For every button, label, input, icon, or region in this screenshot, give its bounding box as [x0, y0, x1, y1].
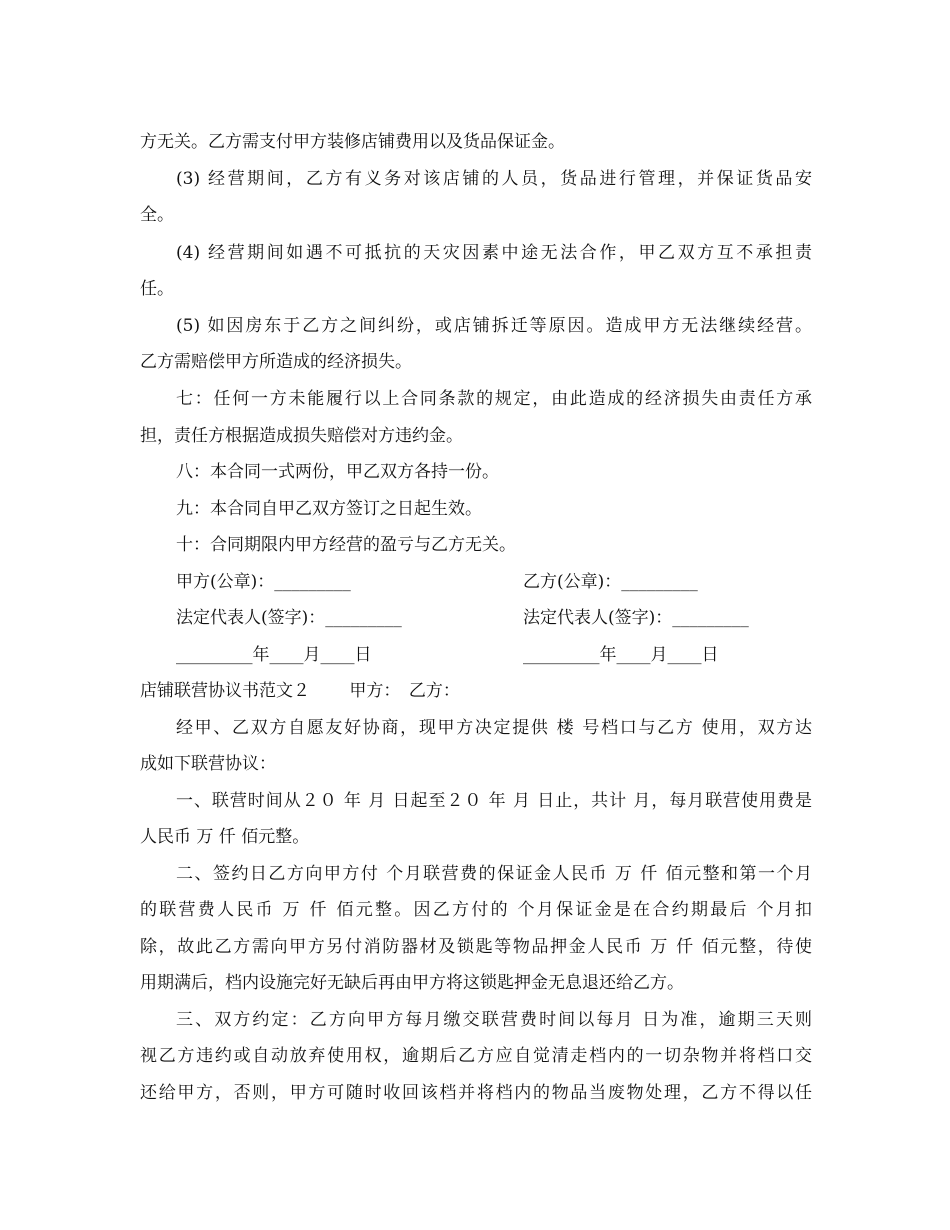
text-line: (5) 如因房东于乙方之间纠纷，或店铺拆迁等原因。造成甲方无法继续经营。 — [176, 316, 812, 336]
text-line: (4) 经营期间如遇不可抵抗的天灾因素中途无法合作，甲乙双方互不承担责 — [176, 243, 812, 263]
text-line: 方无关。乙方需支付甲方装修店铺费用以及货品保证金。 — [140, 132, 565, 152]
party-b-date: _________年____月____日 — [523, 645, 719, 665]
text-line: 乙方需赔偿甲方所造成的经济损失。 — [140, 352, 412, 372]
party-a-seal: 甲方(公章)：_________ — [176, 572, 351, 592]
party-a-representative: 法定代表人(签字)：_________ — [176, 608, 402, 628]
text-line: 人民币 万 仟 佰元整。 — [140, 827, 310, 847]
text-line: 十：合同期限内甲方经营的盈亏与乙方无关。 — [176, 535, 516, 555]
party-b-representative: 法定代表人(签字)：_________ — [523, 608, 749, 628]
text-line: 任。 — [140, 279, 174, 299]
party-b-seal: 乙方(公章)：_________ — [523, 572, 698, 592]
text-line: 除，故此乙方需向甲方另付消防器材及锁匙等物品押金人民币 万 仟 佰元整，待使 — [140, 937, 812, 957]
text-line: 七：任何一方未能履行以上合同条款的规定，由此造成的经济损失由责任方承 — [176, 389, 812, 409]
text-line: 三、双方约定：乙方向甲方每月缴交联营费时间以每月 日为准，逾期三天则 — [176, 1010, 812, 1030]
text-line: 的联营费人民币 万 仟 佰元整。因乙方付的 个月保证金是在合约期最后 个月扣 — [140, 900, 812, 920]
text-line: 二、签约日乙方向甲方付 个月联营费的保证金人民币 万 仟 佰元整和第一个月 — [176, 864, 812, 884]
text-line: 还给甲方，否则，甲方可随时收回该档并将档内的物品当废物处理，乙方不得以任 — [140, 1083, 812, 1103]
party-a-date: _________年____月____日 — [176, 645, 372, 665]
text-line: 经甲、乙双方自愿友好协商，现甲方决定提供 楼 号档口与乙方 使用，双方达 — [176, 718, 812, 738]
text-line: (3) 经营期间，乙方有义务对该店铺的人员，货品进行管理，并保证货品安 — [176, 169, 812, 189]
text-line: 全。 — [140, 205, 174, 225]
section-heading: 店铺联营协议书范文２ 甲方： 乙方： — [140, 681, 460, 701]
text-line: 用期满后，档内设施完好无缺后再由甲方将这锁匙押金无息退还给乙方。 — [140, 973, 684, 993]
text-line: 八：本合同一式两份，甲乙双方各持一份。 — [176, 462, 499, 482]
text-line: 担，责任方根据造成损失赔偿对方违约金。 — [140, 426, 463, 446]
text-line: 一、联营时间从２０ 年 月 日起至２０ 年 月 日止，共计 月，每月联营使用费是 — [176, 791, 812, 811]
text-line: 视乙方违约或自动放弃使用权，逾期后乙方应自觉清走档内的一切杂物并将档口交 — [140, 1046, 812, 1066]
text-line: 九：本合同自甲乙双方签订之日起生效。 — [176, 499, 482, 519]
text-line: 成如下联营协议： — [140, 754, 276, 774]
